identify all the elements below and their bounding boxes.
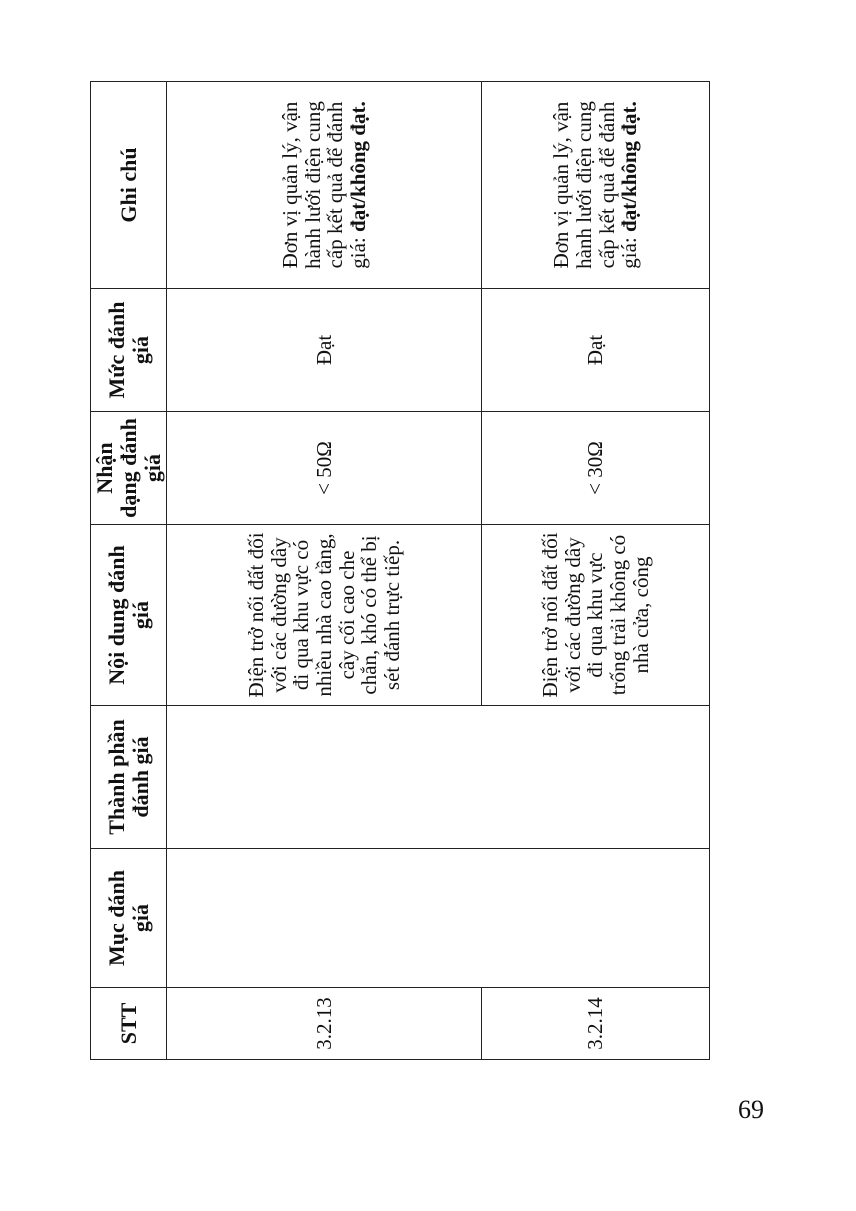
- header-muc-danh-gia: Mục đánh giá: [91, 849, 167, 988]
- note-bold: đạt/không đạt.: [345, 101, 370, 232]
- page-number: 69: [738, 1095, 764, 1124]
- cell-noi-dung: Điện trở nối đất đối với các đường dây đi qua khu vực có nhiều nhà cao tầng, cây cối cao che chắn, khó có thể bị sét đánh trực tiếp.: [167, 525, 482, 706]
- evaluation-table: [90, 81, 710, 1060]
- cell-nhan-dang: < 30Ω: [482, 412, 710, 525]
- table-row: [167, 82, 482, 1060]
- note-bold: đạt/không đạt.: [617, 101, 642, 232]
- cell-nhan-dang: < 50Ω: [167, 412, 482, 525]
- table-header-row: [91, 82, 167, 1060]
- cell-muc-dat: Đạt: [167, 289, 482, 412]
- cell-stt: 3.2.14: [482, 988, 710, 1060]
- header-ghi-chu: Ghi chú: [91, 82, 167, 289]
- header-noi-dung: Nội dung đánh giá: [91, 525, 167, 706]
- cell-ghi-chu: [167, 82, 482, 289]
- cell-stt: 3.2.13: [167, 988, 482, 1060]
- cell-thanh-phan: [482, 706, 710, 849]
- header-stt: STT: [91, 988, 167, 1060]
- note-text: Đơn vị quản lý, vận hành lưới điện cung cấp kết quả để đánh giá:: [549, 101, 642, 269]
- header-muc-dat: Mức đánh giá: [91, 289, 167, 412]
- table-row: [482, 82, 710, 1060]
- cell-noi-dung: Điện trở nối đất đối với các đường dây đi qua khu vực trống trải không có nhà cửa, công: [482, 525, 710, 706]
- cell-ghi-chu: [482, 82, 710, 289]
- rotated-table-container: [90, 82, 710, 1060]
- note-text: Đơn vị quản lý, vận hành lưới điện cung cấp kết quả để đánh giá:: [277, 101, 370, 269]
- header-thanh-phan: Thành phần đánh giá: [91, 706, 167, 849]
- cell-muc: [167, 849, 482, 988]
- cell-muc: [482, 849, 710, 988]
- header-nhan-dang: Nhận dạng đánh giá: [91, 412, 167, 525]
- cell-muc-dat: Đạt: [482, 289, 710, 412]
- cell-thanh-phan: [167, 706, 482, 849]
